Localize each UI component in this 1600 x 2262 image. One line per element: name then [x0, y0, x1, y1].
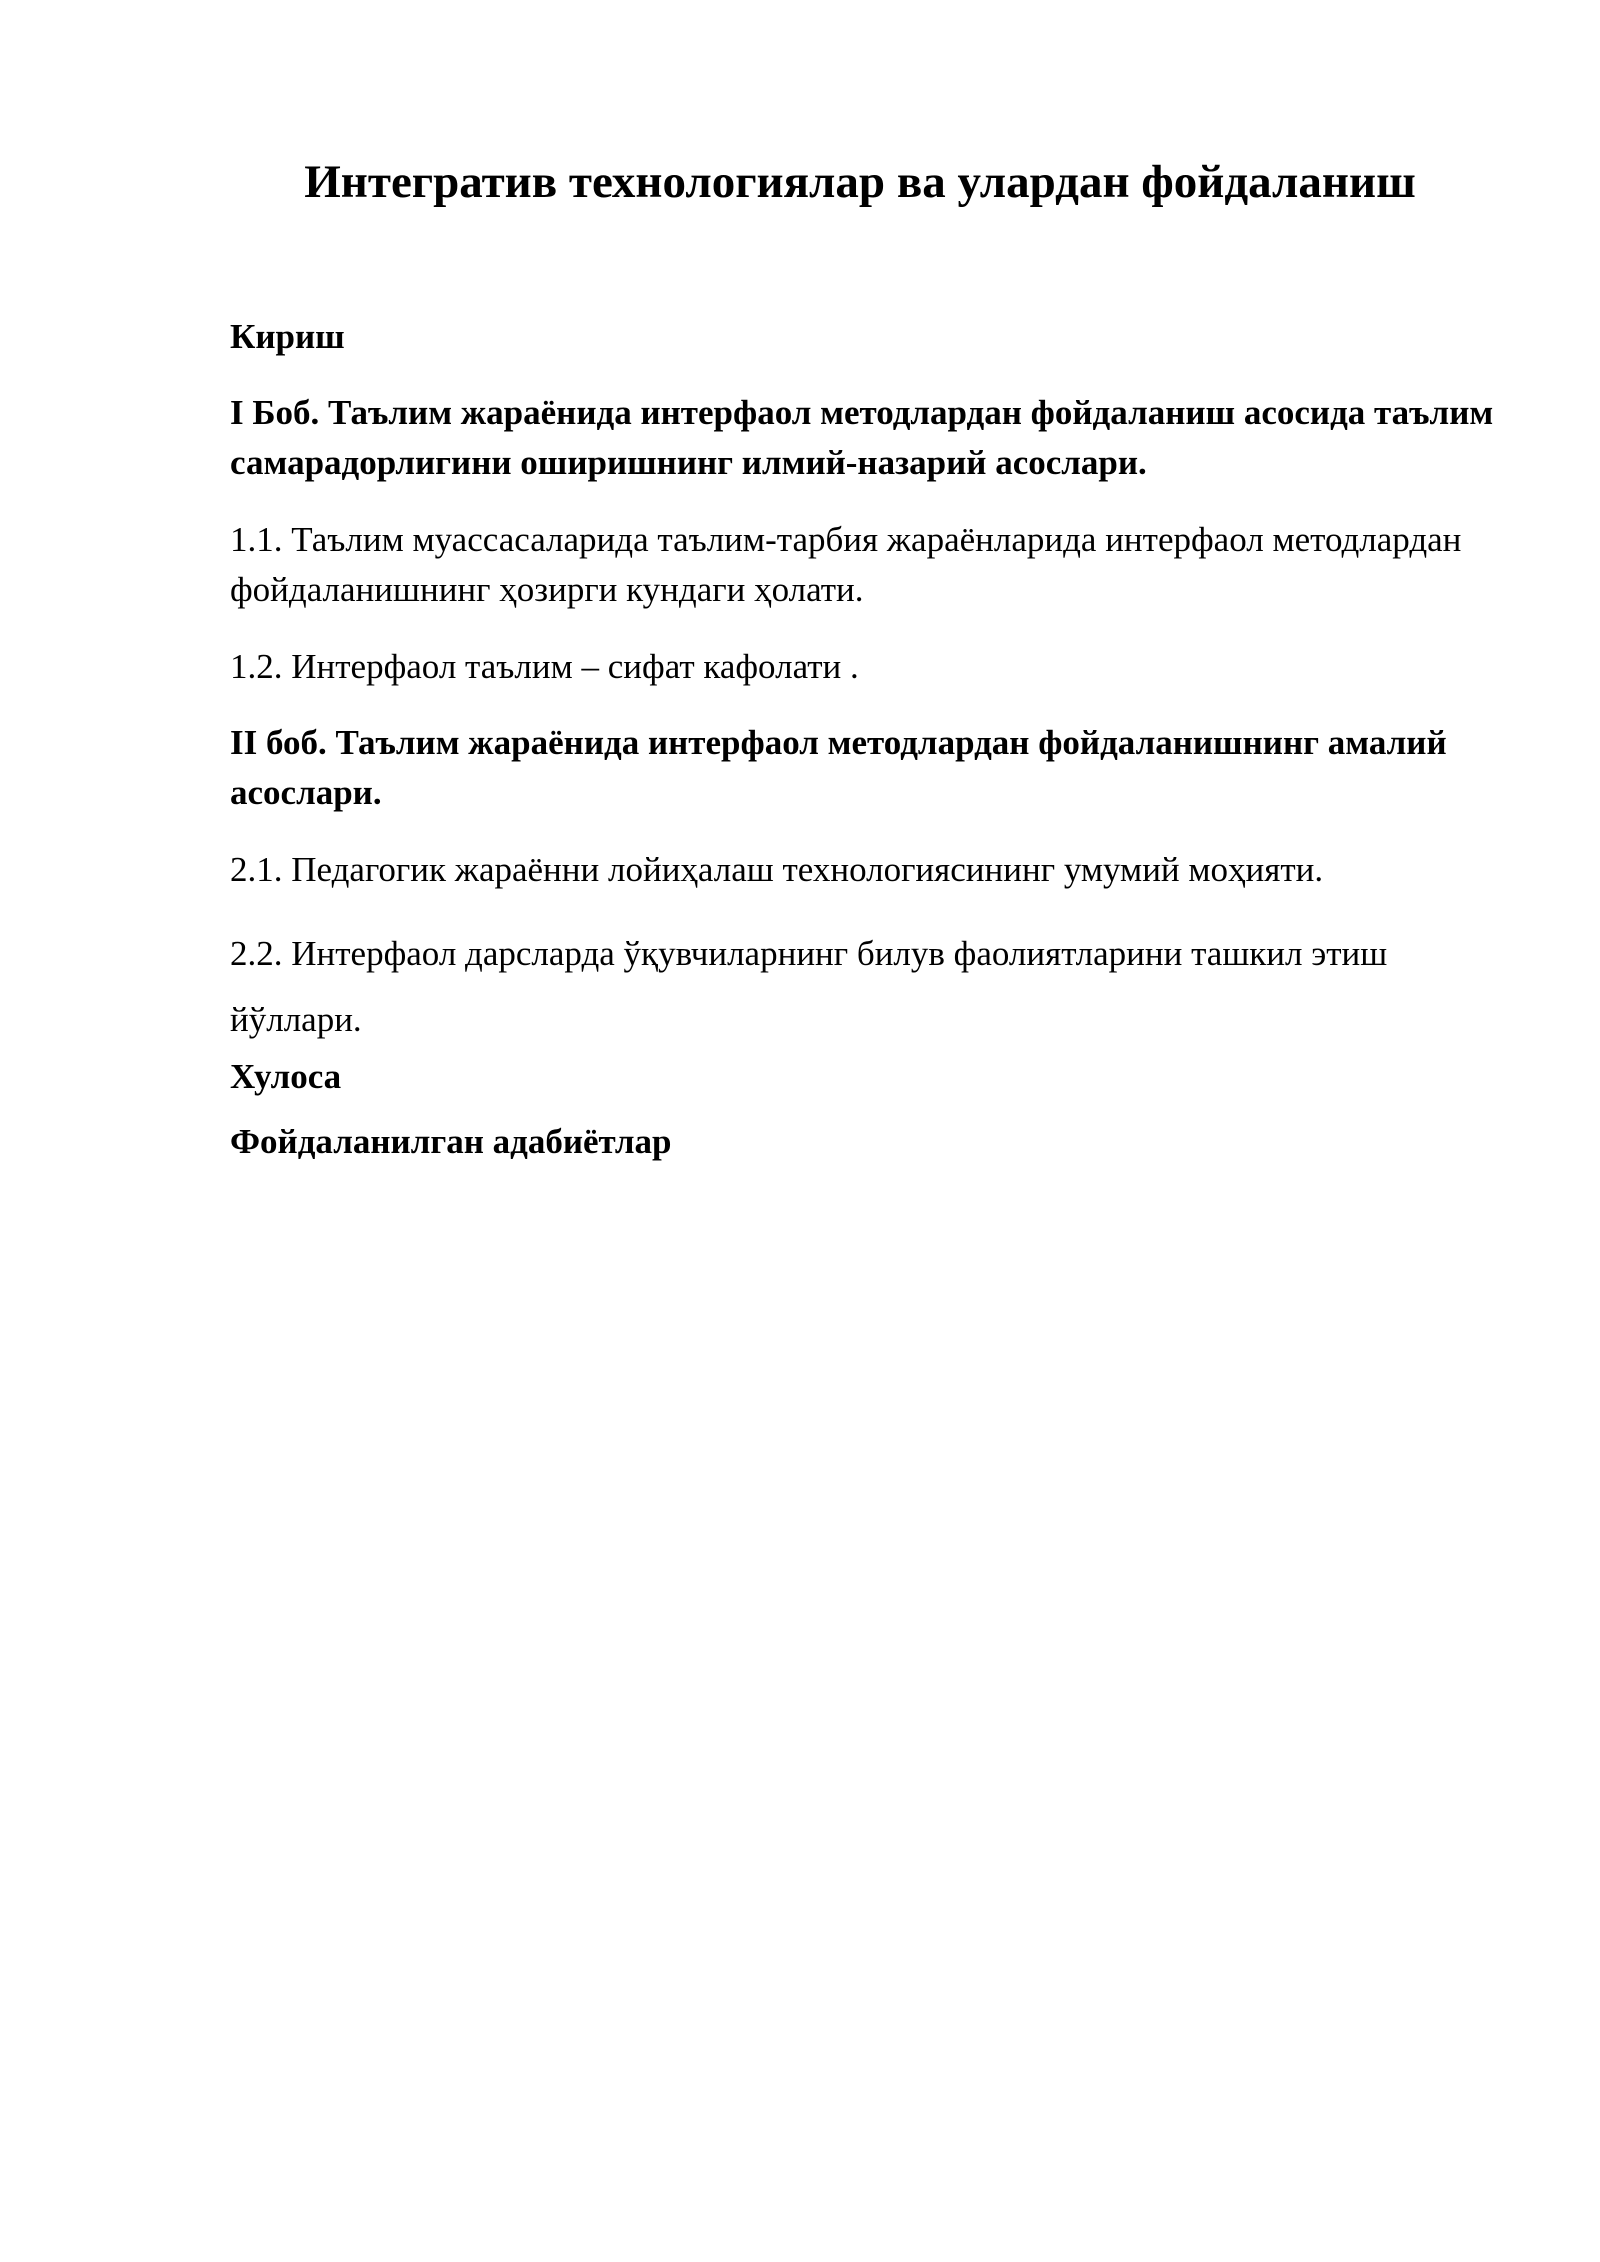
toc-references: Фойдаланилган адабиётлар [230, 1122, 672, 1161]
toc-section-1-1: 1.1. Таълим муассасаларида таълим-тарбия жараёнларида интерфаол методлардан фойдаланишнинг ҳозирги кундаги ҳолати. [230, 520, 1462, 609]
toc-conclusion: Хулоса [230, 1057, 342, 1096]
toc-section-2-2: 2.2. Интерфаол дарсларда ўқувчиларнинг билув фаолиятларини ташкил этиш йўллари. [230, 934, 1388, 1039]
toc-section-2-1: 2.1. Педагогик жараённи лойиҳалаш технологиясининг умумий моҳияти. [230, 850, 1324, 889]
toc-chapter-2: II боб. Таълим жараёнида интерфаол методлардан фойдаланишнинг амалий асослари. [230, 723, 1447, 812]
toc-introduction: Кириш [230, 317, 345, 356]
toc-chapter-1: I Боб. Таълим жараёнида интерфаол методлардан фойдаланиш асосида таълим самарадорлигини оширишнинг илмий-назарий асослари. [230, 393, 1494, 482]
document-title: Интегратив технологиялар ва улардан фойдаланиш [304, 156, 1416, 208]
toc-section-1-2: 1.2. Интерфаол таълим – сифат кафолати . [230, 647, 859, 686]
